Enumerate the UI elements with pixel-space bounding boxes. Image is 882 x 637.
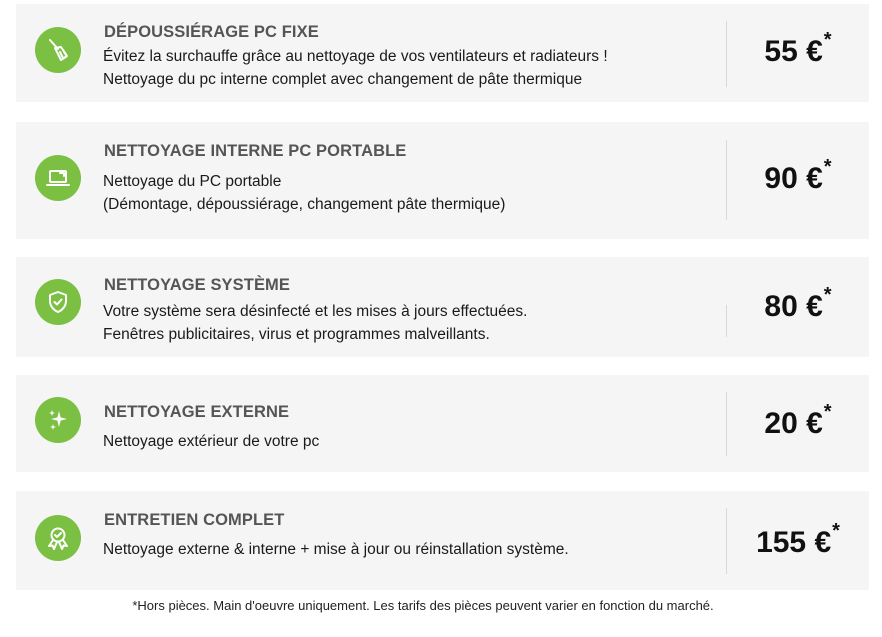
price-value: 20 € (764, 407, 823, 440)
service-price (728, 401, 868, 441)
service-description (103, 430, 319, 453)
service-card-externe (16, 375, 869, 472)
service-description (103, 300, 527, 346)
service-card-systeme (16, 257, 869, 357)
price-asterisk: * (823, 401, 832, 423)
price-value: 155 € (756, 526, 832, 559)
price-asterisk: * (823, 156, 832, 178)
footnote: *Hors pièces. Main d'oeuvre uniquement. Les tarifs des pièces peuvent varier en fonction du marché. (132, 598, 714, 613)
service-description (103, 170, 505, 216)
divider (726, 21, 727, 87)
price-asterisk: * (823, 29, 832, 51)
price-value: 80 € (764, 290, 823, 323)
service-price (728, 520, 868, 560)
service-price (728, 284, 868, 324)
service-description-line: Nettoyage extérieur de votre pc (103, 433, 320, 450)
service-description (103, 538, 569, 561)
service-title: ENTRETIEN COMPLET (104, 511, 285, 529)
service-price (728, 156, 868, 196)
service-description-line: Nettoyage du pc interne complet avec changement de pâte thermique (103, 71, 583, 88)
service-description-line: Évitez la surchauffe grâce au nettoyage de vos ventilateurs et radiateurs ! (103, 48, 608, 65)
service-title: NETTOYAGE INTERNE PC PORTABLE (104, 142, 407, 160)
price-asterisk: * (823, 284, 832, 306)
service-title: NETTOYAGE SYSTÈME (104, 276, 290, 294)
price-asterisk: * (832, 520, 840, 542)
laptop-icon (35, 155, 81, 201)
service-description-line: Nettoyage du PC portable (103, 173, 282, 190)
service-card-interne-portable (16, 122, 869, 239)
divider (726, 392, 727, 456)
service-description-line: Nettoyage externe & interne + mise à jour ou réinstallation système. (103, 541, 569, 558)
service-card-entretien-complet (16, 491, 869, 590)
service-description-line: Fenêtres publicitaires, virus et programmes malveillants. (103, 326, 490, 343)
service-card-depoussierage (16, 4, 869, 102)
price-value: 55 € (764, 35, 823, 68)
broom-icon (35, 27, 81, 73)
divider (726, 305, 727, 337)
service-description-line: Votre système sera désinfecté et les mises à jours effectuées. (103, 303, 528, 320)
divider (726, 140, 727, 220)
award-badge-icon (35, 515, 81, 561)
service-description-line: (Démontage, dépoussiérage, changement pâte thermique) (103, 196, 506, 213)
service-price (728, 29, 868, 69)
price-value: 90 € (764, 162, 823, 195)
divider (726, 508, 727, 574)
shield-check-icon (35, 279, 81, 325)
service-title: DÉPOUSSIÉRAGE PC FIXE (104, 23, 319, 41)
service-description (103, 45, 608, 91)
service-title: NETTOYAGE EXTERNE (104, 403, 290, 421)
sparkles-icon (35, 397, 81, 443)
